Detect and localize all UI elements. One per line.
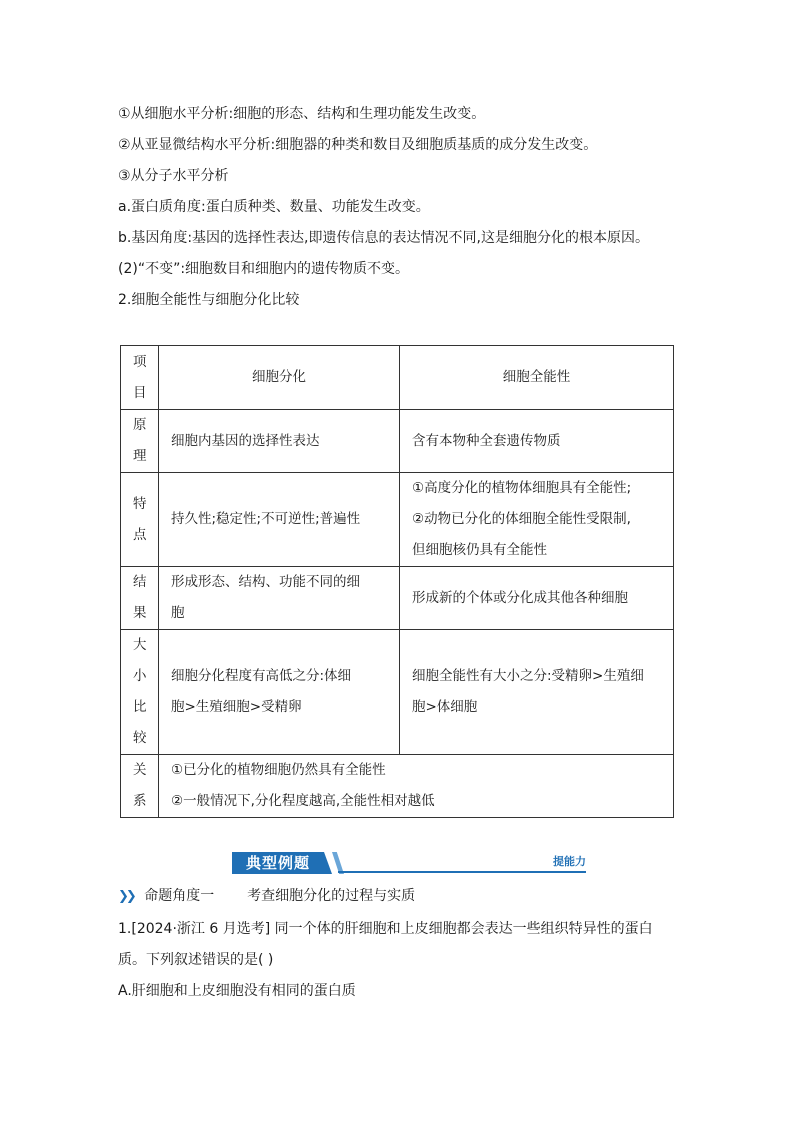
table-cell: 持久性;稳定性;不可逆性;普遍性 <box>159 473 400 567</box>
table-cell: 形成形态、结构、功能不同的细 胞 <box>159 567 400 630</box>
table-header-row <box>121 346 674 410</box>
table-row <box>121 755 674 818</box>
para-1: ①从细胞水平分析:细胞的形态、结构和生理功能发生改变。 <box>118 106 486 122</box>
header-item: 项 目 <box>121 346 159 410</box>
header-totipotency: 细胞全能性 <box>400 346 674 410</box>
table-cell: 细胞全能性有大小之分:受精卵>生殖细 胞>体细胞 <box>400 630 674 755</box>
row-label: 结 果 <box>121 567 159 630</box>
table-row <box>121 630 674 755</box>
question-angle <box>118 886 415 907</box>
para-6: (2)“不变”:细胞数目和细胞内的遗传物质不变。 <box>118 261 410 277</box>
table-row <box>121 410 674 473</box>
para-5: b.基因角度:基因的选择性表达,即遗传信息的表达情况不同,这是细胞分化的根本原因。 <box>118 230 649 246</box>
para-3: ③从分子水平分析 <box>118 168 229 184</box>
table-row <box>121 473 674 567</box>
table-cell: ①高度分化的植物体细胞具有全能性; ②动物已分化的体细胞全能性受限制, 但细胞核仍具有全能性 <box>400 473 674 567</box>
question-line-1: 1.[2024·浙江 6 月选考] 同一个体的肝细胞和上皮细胞都会表达一些组织特异性的蛋白 <box>118 921 653 937</box>
banner-title: 典型例题 <box>246 854 311 872</box>
section-banner <box>232 852 586 874</box>
banner-underline <box>338 871 586 873</box>
row-label: 特 点 <box>121 473 159 567</box>
angle-text: 考查细胞分化的过程与实质 <box>247 888 416 904</box>
option-a: A.肝细胞和上皮细胞没有相同的蛋白质 <box>118 983 356 999</box>
para-2: ②从亚显微结构水平分析:细胞器的种类和数目及细胞质基质的成分发生改变。 <box>118 137 598 153</box>
row-label: 大 小 比 较 <box>121 630 159 755</box>
banner-tag: 提能力 <box>553 855 586 868</box>
table-cell: 细胞内基因的选择性表达 <box>159 410 400 473</box>
table-cell: 形成新的个体或分化成其他各种细胞 <box>400 567 674 630</box>
row-label: 关 系 <box>121 755 159 818</box>
double-chevron-icon: ❯❯ <box>118 889 134 904</box>
para-4: a.蛋白质角度:蛋白质种类、数量、功能发生改变。 <box>118 199 430 215</box>
table-cell-merged: ①已分化的植物细胞仍然具有全能性 ②一般情况下,分化程度越高,全能性相对越低 <box>159 755 674 818</box>
table-row <box>121 567 674 630</box>
angle-label: 命题角度一 <box>144 888 215 904</box>
table-cell: 含有本物种全套遗传物质 <box>400 410 674 473</box>
row-label: 原 理 <box>121 410 159 473</box>
question-line-2: 质。下列叙述错误的是( ) <box>118 952 274 968</box>
header-differentiation: 细胞分化 <box>159 346 400 410</box>
section-heading: 2.细胞全能性与细胞分化比较 <box>118 292 300 308</box>
table-cell: 细胞分化程度有高低之分:体细 胞>生殖细胞>受精卵 <box>159 630 400 755</box>
comparison-table <box>120 345 674 818</box>
